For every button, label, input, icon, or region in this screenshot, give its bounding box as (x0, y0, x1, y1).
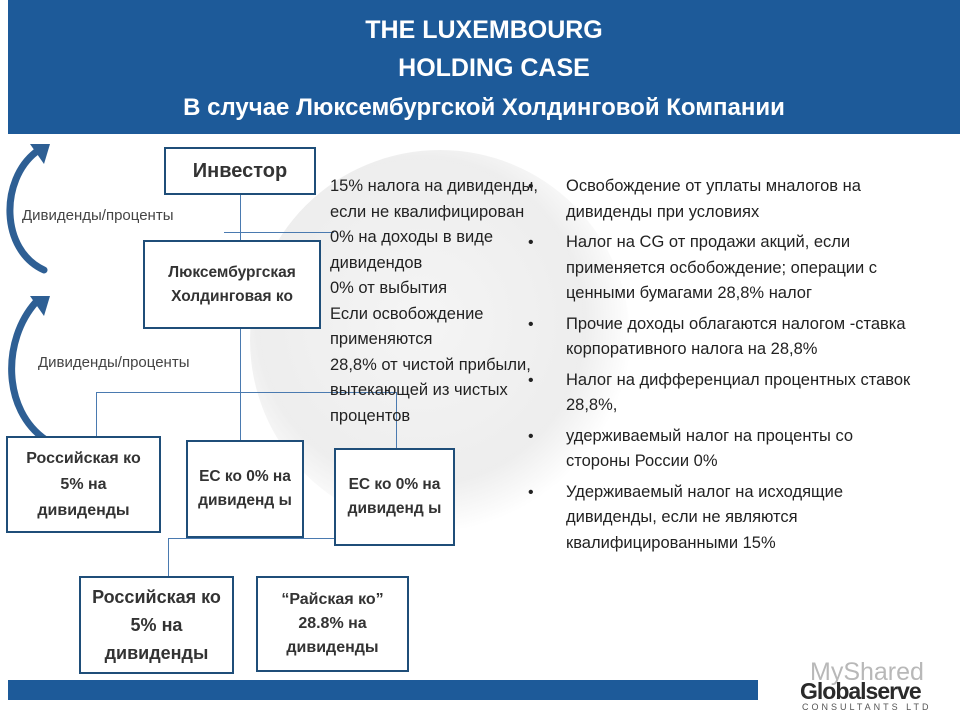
list-item: • Налог на дифференциал процентных ставок 28,8%, (528, 368, 960, 419)
watermark-text: MyShared (810, 658, 924, 686)
title-line-2: HOLDING CASE (398, 54, 590, 82)
title-line-1: THE LUXEMBOURG (365, 16, 603, 44)
logo-tagline: CONSULTANTS LTD (802, 702, 932, 712)
investor-box: Инвестор (164, 147, 316, 195)
investor-connector (240, 194, 241, 240)
russian-company-box-left: Российская ко 5% на дивиденды (6, 436, 161, 533)
list-item: • Налог на CG от продажи акций, если применяется осбобождение; операции с ценными бумагами 28,8% налог (528, 230, 960, 307)
holding-connector (240, 328, 241, 440)
company-logo (770, 656, 960, 716)
title-banner (8, 0, 960, 134)
title-line-3: В случае Люксембургской Холдинговой Компании (183, 94, 785, 121)
left-drop (96, 392, 97, 436)
list-item: • Удерживаемый налог на исходящие дивиденды, если не являются квалифицированными 15% (528, 480, 960, 557)
lower-flow-label: Дивиденды/проценты (38, 354, 190, 371)
upper-flow-label: Дивиденды/проценты (22, 207, 174, 224)
ec-company-box-2: ЕС ко 0% на дивиденд ы (334, 448, 455, 546)
lower-curved-arrow-icon (12, 302, 46, 440)
lower-bar (168, 538, 338, 539)
tax-rates-text: 15% налога на дивиденды, если не квалифицирован 0% на доходы в виде дивидендов 0% от выбытия Если освобождение применяются 28,8% от чистой прибыли, вытекающей из чистых процентов (330, 177, 538, 425)
holding-company-box: Люксембургская Холдинговая ко (143, 240, 321, 329)
logo-name: Globalserve (800, 678, 921, 704)
list-item: • Прочие доходы облагаются налогом -ставка корпоративного налога на 28,8% (528, 312, 960, 363)
list-item: • удерживаемый налог на проценты со стороны России 0% (528, 424, 960, 475)
list-item: • Освобождение от уплаты мналогов на дивиденды при условиях (528, 174, 960, 225)
footer-bar (8, 680, 758, 700)
conditions-list (528, 174, 960, 561)
ec-company-box-1: ЕС ко 0% на дивиденд ы (186, 440, 304, 538)
paradise-company-box: “Райская ко” 28.8% на дивиденды (256, 576, 409, 672)
russian-company-box-bottom: Российская ко 5% на дивиденды (79, 576, 234, 674)
investor-branch (224, 232, 334, 233)
lower-drop (168, 538, 169, 576)
